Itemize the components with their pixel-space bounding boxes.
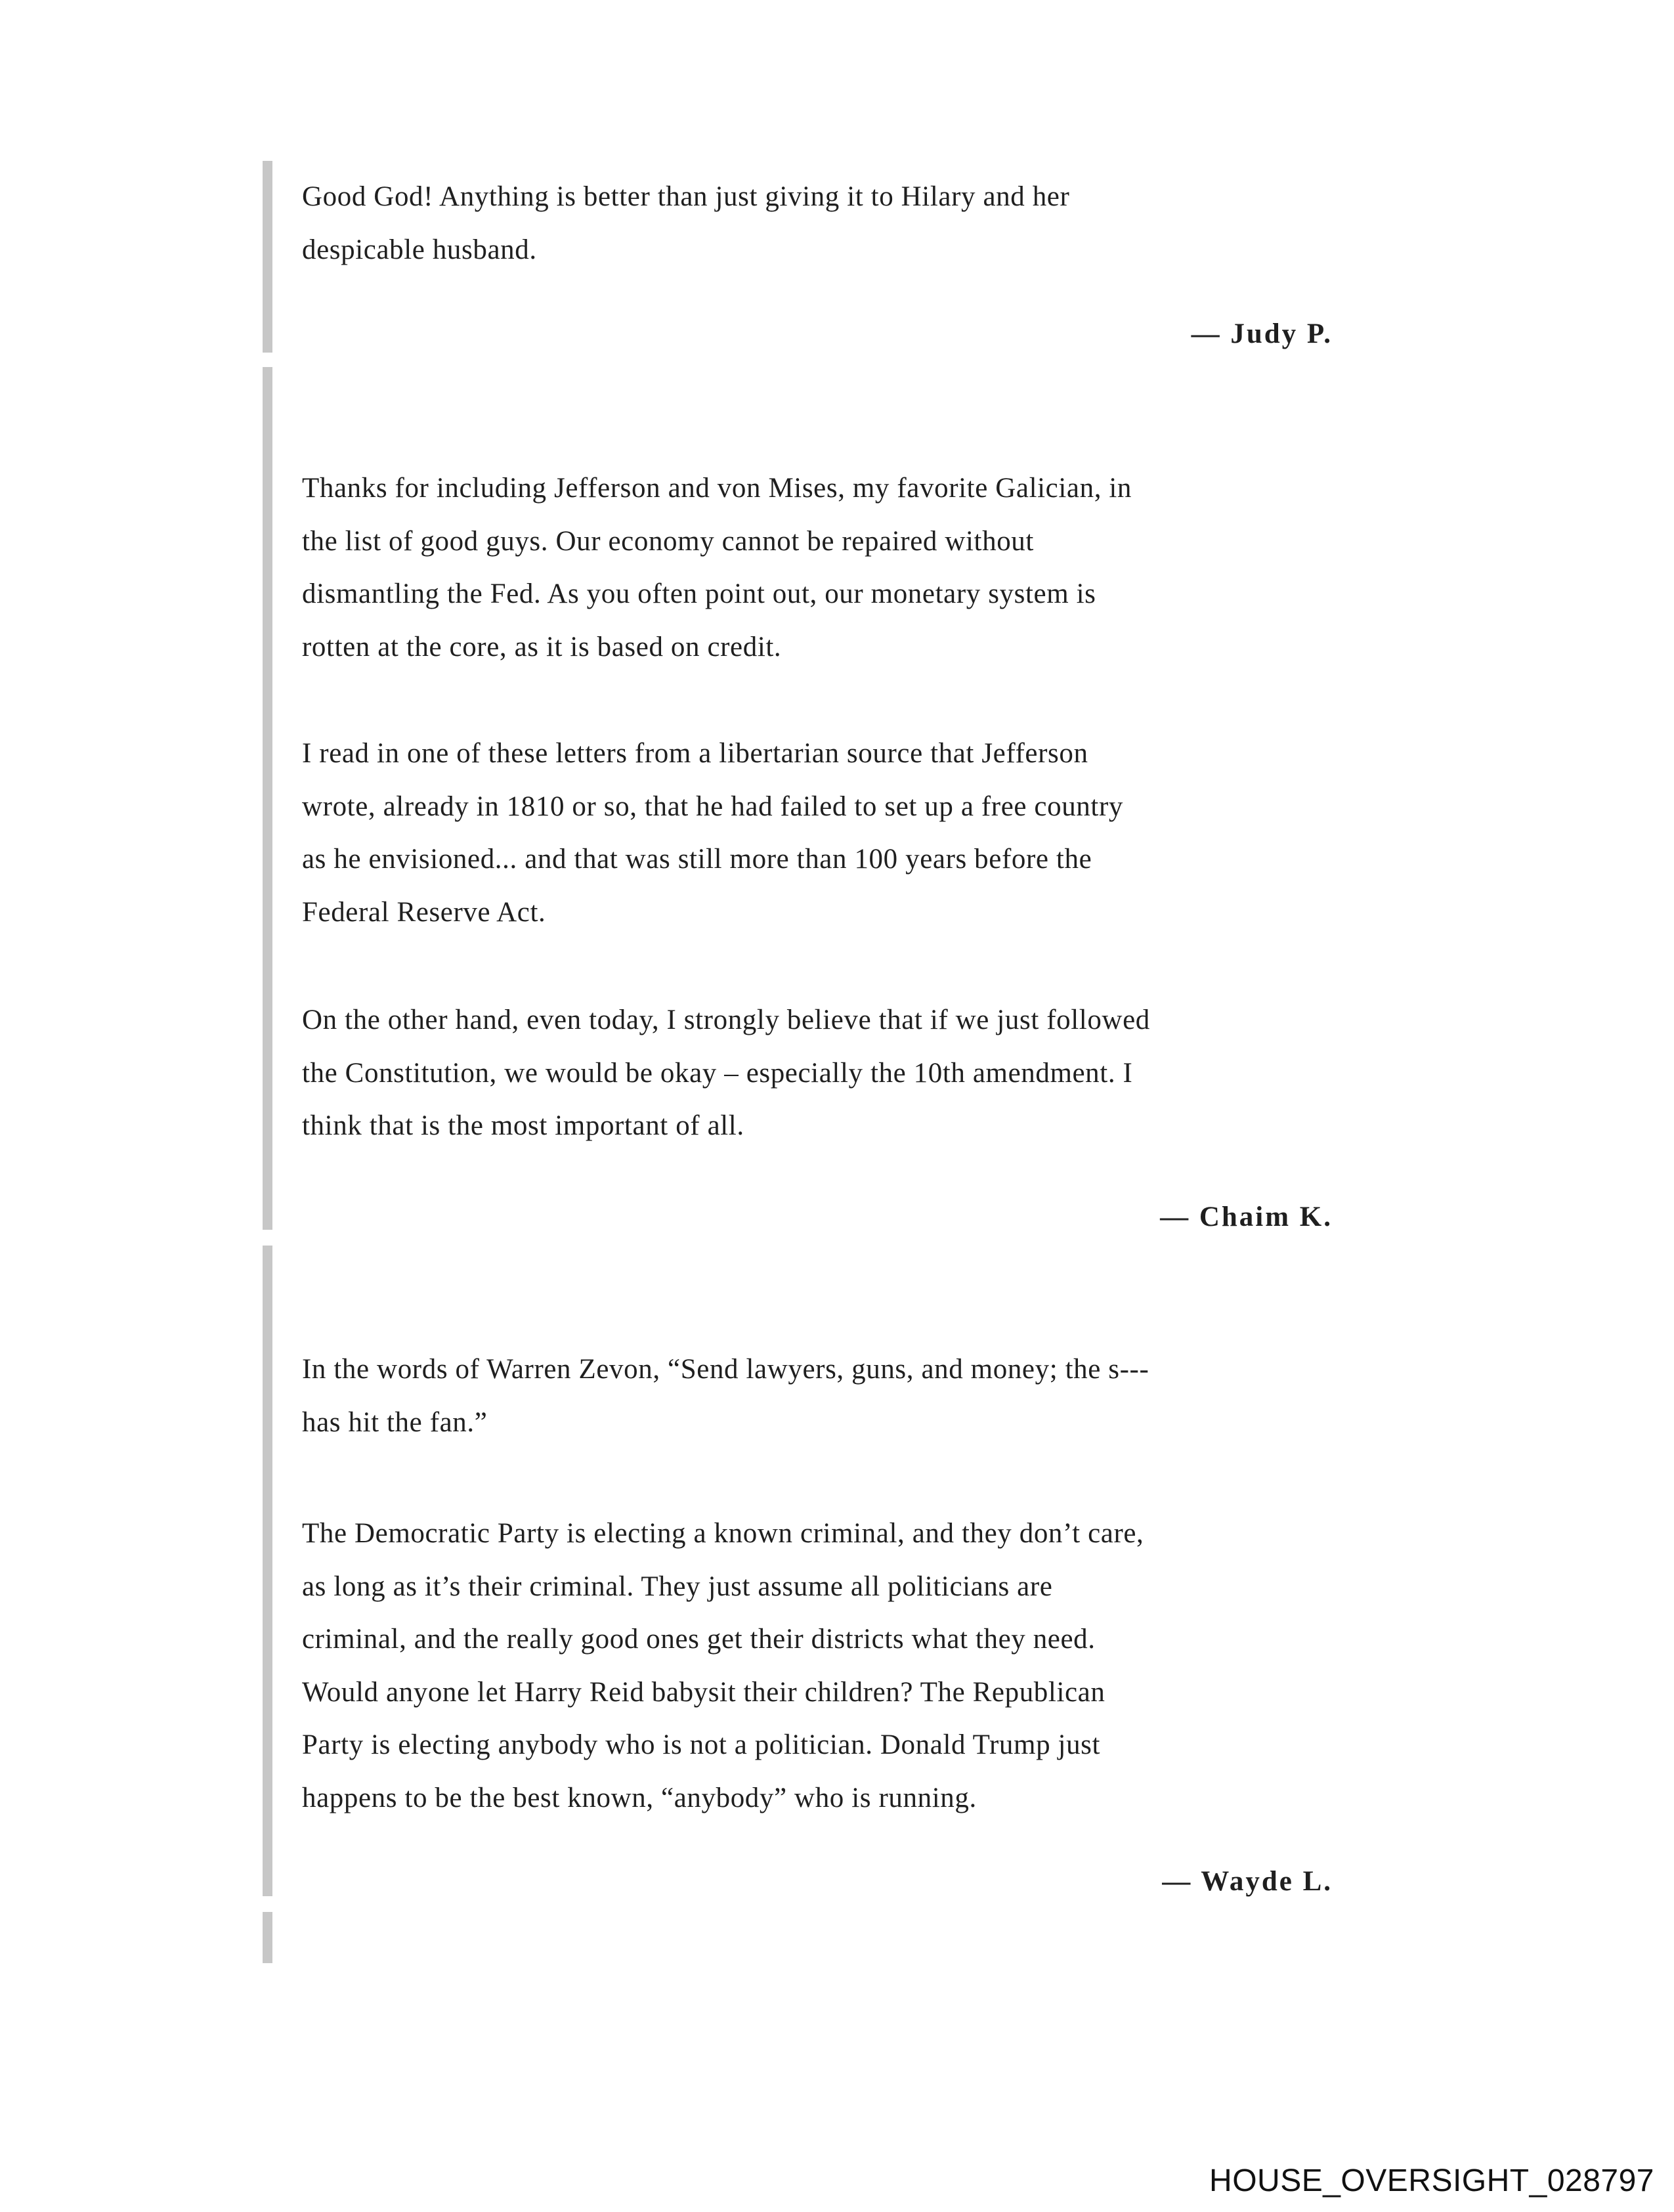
quote-line: Would anyone let Harry Reid babysit their children? The Republican: [302, 1676, 1105, 1708]
quote-line: as long as it’s their criminal. They just assume all politicians are: [302, 1571, 1053, 1602]
blockquote-bar: [263, 1246, 272, 1896]
quote-line: dismantling the Fed. As you often point out, our monetary system is: [302, 578, 1096, 609]
quote-line: Good God! Anything is better than just giving it to Hilary and her: [302, 181, 1070, 212]
quote-line: wrote, already in 1810 or so, that he had failed to set up a free country: [302, 791, 1123, 822]
blockquote-bar: [263, 1912, 272, 1963]
quote-line: criminal, and the really good ones get their districts what they need.: [302, 1624, 1096, 1655]
quote-line: Thanks for including Jefferson and von Mises, my favorite Galician, in: [302, 473, 1132, 504]
quote-line: Federal Reserve Act.: [302, 896, 546, 928]
quote-attribution: — Chaim K.: [1160, 1202, 1333, 1232]
quote-attribution: — Wayde L.: [1162, 1866, 1333, 1897]
quote-line: rotten at the core, as it is based on credit.: [302, 631, 782, 662]
quote-line: the Constitution, we would be okay – especially the 10th amendment. I: [302, 1057, 1133, 1089]
quote-paragraph: [302, 171, 1333, 276]
quote-line: happens to be the best known, “anybody” who is running.: [302, 1782, 977, 1813]
quote-line: The Democratic Party is electing a known criminal, and they don’t care,: [302, 1518, 1144, 1549]
blockquote-bar: [263, 367, 272, 1230]
blockquote-bar: [263, 161, 272, 353]
quote-paragraph: [302, 1343, 1333, 1449]
quote-line: Party is electing anybody who is not a politician. Donald Trump just: [302, 1729, 1101, 1760]
quote-line: On the other hand, even today, I strongly believe that if we just followed: [302, 1005, 1150, 1035]
quote-attribution: — Judy P.: [1191, 318, 1333, 349]
quote-line: I read in one of these letters from a libertarian source that Jefferson: [302, 738, 1088, 769]
quote-line: as he envisioned... and that was still more than 100 years before the: [302, 844, 1092, 875]
quote-line: despicable husband.: [302, 234, 537, 265]
quote-line: think that is the most important of all.: [302, 1110, 744, 1141]
quote-paragraph: [302, 462, 1333, 674]
bates-stamp: HOUSE_OVERSIGHT_028797: [1209, 2163, 1654, 2198]
quote-line: In the words of Warren Zevon, “Send lawyers, guns, and money; the s---: [302, 1354, 1149, 1385]
quote-paragraph: [302, 994, 1333, 1153]
quote-line: the list of good guys. Our economy cannot be repaired without: [302, 525, 1034, 557]
quote-line: has hit the fan.”: [302, 1406, 488, 1438]
quote-paragraph: [302, 1507, 1333, 1825]
quote-paragraph: [302, 727, 1333, 939]
